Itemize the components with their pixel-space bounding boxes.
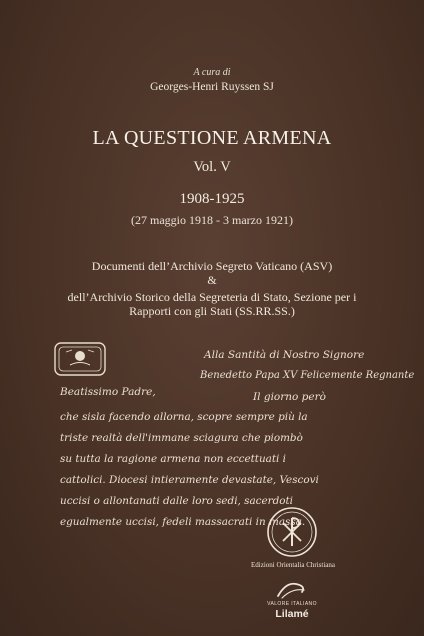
publisher-name: Edizioni Orientalia Christiana xyxy=(251,561,335,569)
archive-source-2-line1: dell’Archivio Storico della Segreteria di Stato, Sezione per i xyxy=(67,290,357,304)
date-range: (27 maggio 1918 - 3 marzo 1921) xyxy=(131,213,293,227)
letter-salutation: Beatissimo Padre, xyxy=(60,386,156,398)
year-range: 1908-1925 xyxy=(179,191,245,207)
letter-line: uccisi o allontanati dalle loro sedi, sacerdoti xyxy=(60,495,293,507)
stamp-seal-icon xyxy=(55,343,105,375)
letter-line: egualmente uccisi, fedeli massacrati in massa. xyxy=(60,516,306,528)
book-title: LA QUESTIONE ARMENA xyxy=(92,127,332,149)
valore-italiano-swirl-icon xyxy=(272,578,312,600)
valore-italiano-label: VALORE ITALIANO xyxy=(267,601,317,607)
archive-source-1: Documenti dell’Archivio Segreto Vaticano (ASV) xyxy=(91,259,333,273)
curator-label: A cura di xyxy=(193,67,231,78)
letter-line: Il giorno però xyxy=(253,391,326,403)
letter-line: triste realtà dell'immane sciagura che piombò xyxy=(60,432,303,444)
volume-number: Vol. V xyxy=(193,159,231,175)
chi-rho-emblem-icon xyxy=(266,506,318,558)
letter-line: cattolici. Diocesi intieramente devastate, Vescovi xyxy=(60,474,319,486)
letter-address-line1: Alla Santità di Nostro Signore xyxy=(204,349,365,361)
letter-line: su tutta la ragione armena non eccettuati i xyxy=(60,453,286,465)
archive-source-2-line2: Rapporti con gli Stati (SS.RR.SS.) xyxy=(129,304,295,318)
letter-line: che sisla facendo allorna, scopre sempre più la xyxy=(60,411,308,423)
curator-name: Georges-Henri Ruyssen SJ xyxy=(150,81,274,93)
ampersand: & xyxy=(207,273,217,287)
letter-address-line2: Benedetto Papa XV Felicemente Regnante xyxy=(200,370,415,381)
publisher-brand: Lilamé xyxy=(275,608,309,620)
